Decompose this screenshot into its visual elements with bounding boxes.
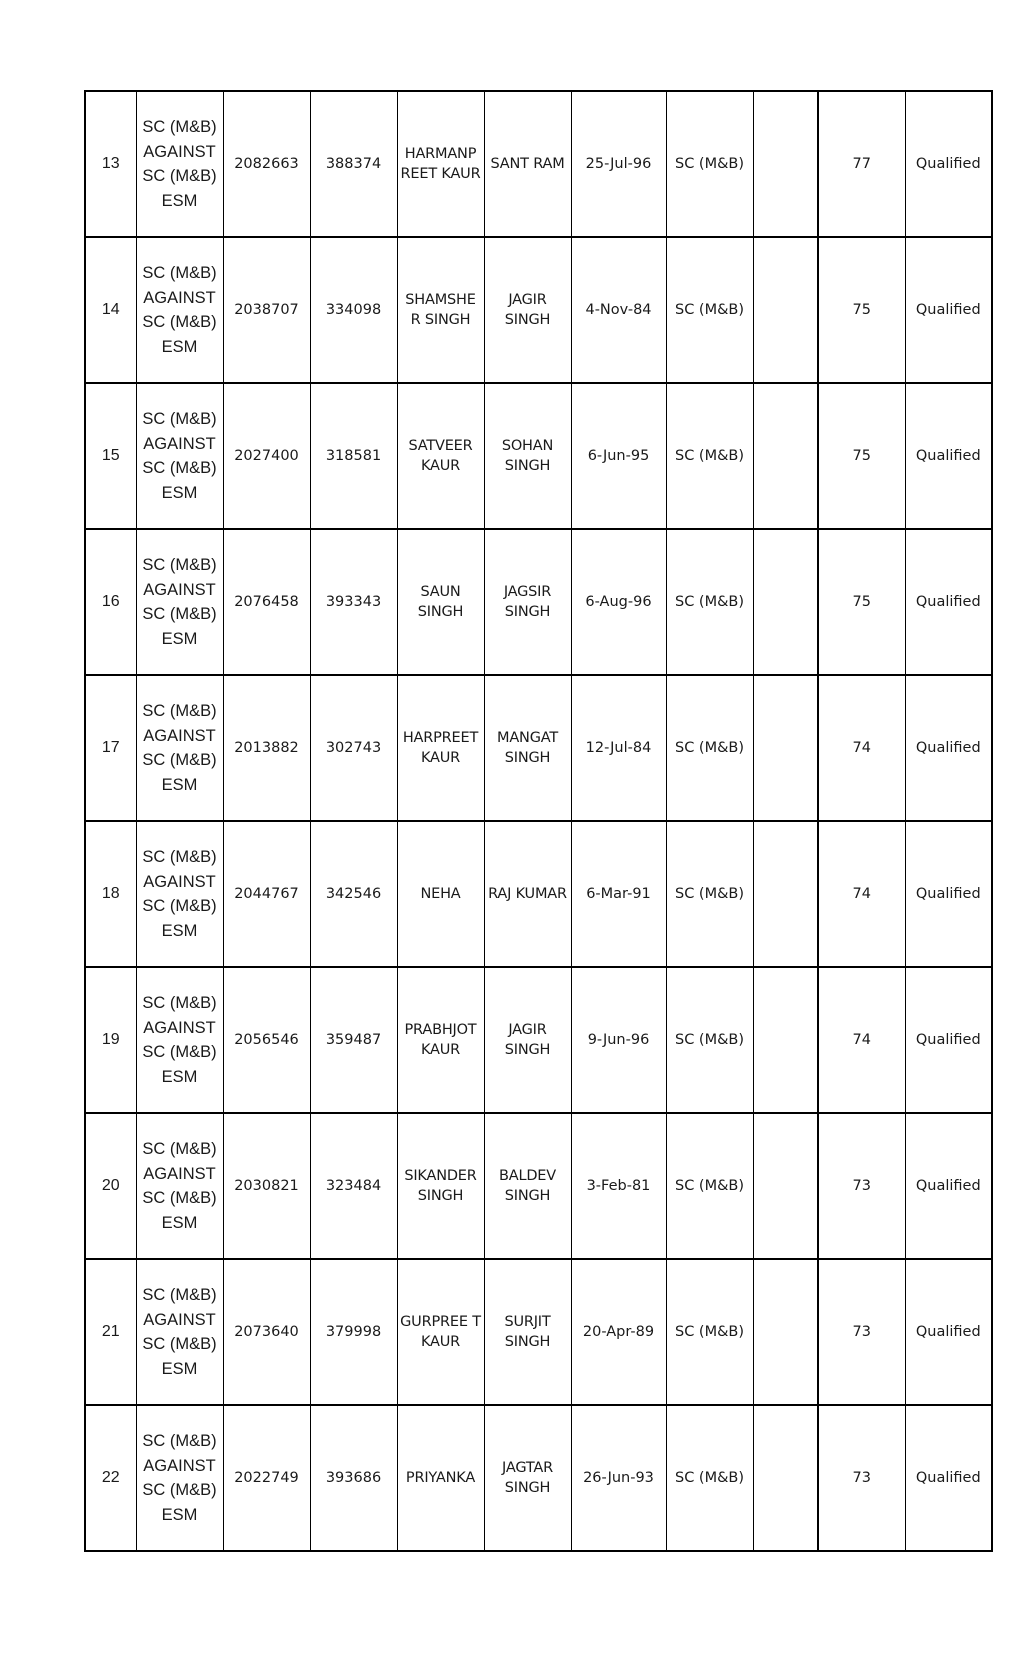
table-row <box>85 383 992 529</box>
status-cell: Qualified <box>905 1405 992 1551</box>
serial-number-cell: 14 <box>85 237 136 383</box>
father-name-cell: BALDEV SINGH <box>484 1113 571 1259</box>
table-row <box>85 237 992 383</box>
category-cell: SC (M&B) AGAINST SC (M&B) ESM <box>136 1259 223 1405</box>
marks-cell: 73 <box>818 1259 905 1405</box>
registration-number-cell: 2082663 <box>223 91 310 237</box>
roll-number-cell: 393686 <box>310 1405 397 1551</box>
date-of-birth-cell: 6-Jun-95 <box>571 383 666 529</box>
caste-category-cell: SC (M&B) <box>666 237 753 383</box>
empty-cell <box>753 967 818 1113</box>
status-cell: Qualified <box>905 1113 992 1259</box>
category-cell: SC (M&B) AGAINST SC (M&B) ESM <box>136 1405 223 1551</box>
marks-cell: 75 <box>818 237 905 383</box>
table-row <box>85 821 992 967</box>
father-name-cell: JAGSIR SINGH <box>484 529 571 675</box>
candidate-name-cell: SAUN SINGH <box>397 529 484 675</box>
date-of-birth-cell: 6-Mar-91 <box>571 821 666 967</box>
serial-number-cell: 18 <box>85 821 136 967</box>
father-name-cell: MANGAT SINGH <box>484 675 571 821</box>
candidate-name-cell: SHAMSHE R SINGH <box>397 237 484 383</box>
date-of-birth-cell: 4-Nov-84 <box>571 237 666 383</box>
empty-cell <box>753 529 818 675</box>
candidate-name-cell: HARPREET KAUR <box>397 675 484 821</box>
status-cell: Qualified <box>905 383 992 529</box>
roll-number-cell: 393343 <box>310 529 397 675</box>
father-name-cell: JAGIR SINGH <box>484 967 571 1113</box>
marks-cell: 74 <box>818 821 905 967</box>
serial-number-cell: 20 <box>85 1113 136 1259</box>
category-cell: SC (M&B) AGAINST SC (M&B) ESM <box>136 383 223 529</box>
father-name-cell: JAGIR SINGH <box>484 237 571 383</box>
serial-number-cell: 19 <box>85 967 136 1113</box>
category-cell: SC (M&B) AGAINST SC (M&B) ESM <box>136 91 223 237</box>
registration-number-cell: 2073640 <box>223 1259 310 1405</box>
candidate-name-cell: SIKANDER SINGH <box>397 1113 484 1259</box>
registration-number-cell: 2044767 <box>223 821 310 967</box>
roll-number-cell: 323484 <box>310 1113 397 1259</box>
marks-cell: 77 <box>818 91 905 237</box>
caste-category-cell: SC (M&B) <box>666 1259 753 1405</box>
empty-cell <box>753 1405 818 1551</box>
category-cell: SC (M&B) AGAINST SC (M&B) ESM <box>136 821 223 967</box>
category-cell: SC (M&B) AGAINST SC (M&B) ESM <box>136 967 223 1113</box>
serial-number-cell: 16 <box>85 529 136 675</box>
father-name-cell: SANT RAM <box>484 91 571 237</box>
results-table-body <box>85 91 992 1551</box>
candidate-name-cell: SATVEER KAUR <box>397 383 484 529</box>
status-cell: Qualified <box>905 237 992 383</box>
roll-number-cell: 318581 <box>310 383 397 529</box>
marks-cell: 73 <box>818 1113 905 1259</box>
caste-category-cell: SC (M&B) <box>666 1405 753 1551</box>
roll-number-cell: 379998 <box>310 1259 397 1405</box>
registration-number-cell: 2027400 <box>223 383 310 529</box>
registration-number-cell: 2038707 <box>223 237 310 383</box>
empty-cell <box>753 383 818 529</box>
caste-category-cell: SC (M&B) <box>666 967 753 1113</box>
father-name-cell: JAGTAR SINGH <box>484 1405 571 1551</box>
table-row <box>85 967 992 1113</box>
date-of-birth-cell: 20-Apr-89 <box>571 1259 666 1405</box>
candidate-name-cell: PRABHJOT KAUR <box>397 967 484 1113</box>
registration-number-cell: 2056546 <box>223 967 310 1113</box>
registration-number-cell: 2076458 <box>223 529 310 675</box>
status-cell: Qualified <box>905 675 992 821</box>
table-row <box>85 91 992 237</box>
candidate-name-cell: PRIYANKA <box>397 1405 484 1551</box>
registration-number-cell: 2030821 <box>223 1113 310 1259</box>
status-cell: Qualified <box>905 821 992 967</box>
serial-number-cell: 21 <box>85 1259 136 1405</box>
roll-number-cell: 359487 <box>310 967 397 1113</box>
caste-category-cell: SC (M&B) <box>666 821 753 967</box>
category-cell: SC (M&B) AGAINST SC (M&B) ESM <box>136 1113 223 1259</box>
date-of-birth-cell: 12-Jul-84 <box>571 675 666 821</box>
date-of-birth-cell: 26-Jun-93 <box>571 1405 666 1551</box>
roll-number-cell: 342546 <box>310 821 397 967</box>
caste-category-cell: SC (M&B) <box>666 529 753 675</box>
status-cell: Qualified <box>905 529 992 675</box>
empty-cell <box>753 1113 818 1259</box>
results-table <box>84 90 993 1552</box>
roll-number-cell: 388374 <box>310 91 397 237</box>
status-cell: Qualified <box>905 1259 992 1405</box>
status-cell: Qualified <box>905 967 992 1113</box>
serial-number-cell: 17 <box>85 675 136 821</box>
father-name-cell: SURJIT SINGH <box>484 1259 571 1405</box>
father-name-cell: RAJ KUMAR <box>484 821 571 967</box>
caste-category-cell: SC (M&B) <box>666 1113 753 1259</box>
category-cell: SC (M&B) AGAINST SC (M&B) ESM <box>136 529 223 675</box>
empty-cell <box>753 675 818 821</box>
roll-number-cell: 334098 <box>310 237 397 383</box>
table-row <box>85 1259 992 1405</box>
table-row <box>85 529 992 675</box>
status-cell: Qualified <box>905 91 992 237</box>
table-row <box>85 1405 992 1551</box>
registration-number-cell: 2013882 <box>223 675 310 821</box>
marks-cell: 74 <box>818 675 905 821</box>
date-of-birth-cell: 3-Feb-81 <box>571 1113 666 1259</box>
date-of-birth-cell: 9-Jun-96 <box>571 967 666 1113</box>
empty-cell <box>753 91 818 237</box>
empty-cell <box>753 1259 818 1405</box>
roll-number-cell: 302743 <box>310 675 397 821</box>
marks-cell: 75 <box>818 383 905 529</box>
table-row <box>85 675 992 821</box>
candidate-name-cell: NEHA <box>397 821 484 967</box>
candidate-name-cell: GURPREE T KAUR <box>397 1259 484 1405</box>
empty-cell <box>753 237 818 383</box>
caste-category-cell: SC (M&B) <box>666 675 753 821</box>
caste-category-cell: SC (M&B) <box>666 383 753 529</box>
father-name-cell: SOHAN SINGH <box>484 383 571 529</box>
empty-cell <box>753 821 818 967</box>
category-cell: SC (M&B) AGAINST SC (M&B) ESM <box>136 237 223 383</box>
caste-category-cell: SC (M&B) <box>666 91 753 237</box>
candidate-name-cell: HARMANP REET KAUR <box>397 91 484 237</box>
date-of-birth-cell: 25-Jul-96 <box>571 91 666 237</box>
marks-cell: 75 <box>818 529 905 675</box>
serial-number-cell: 22 <box>85 1405 136 1551</box>
table-row <box>85 1113 992 1259</box>
category-cell: SC (M&B) AGAINST SC (M&B) ESM <box>136 675 223 821</box>
serial-number-cell: 15 <box>85 383 136 529</box>
marks-cell: 73 <box>818 1405 905 1551</box>
marks-cell: 74 <box>818 967 905 1113</box>
date-of-birth-cell: 6-Aug-96 <box>571 529 666 675</box>
serial-number-cell: 13 <box>85 91 136 237</box>
registration-number-cell: 2022749 <box>223 1405 310 1551</box>
